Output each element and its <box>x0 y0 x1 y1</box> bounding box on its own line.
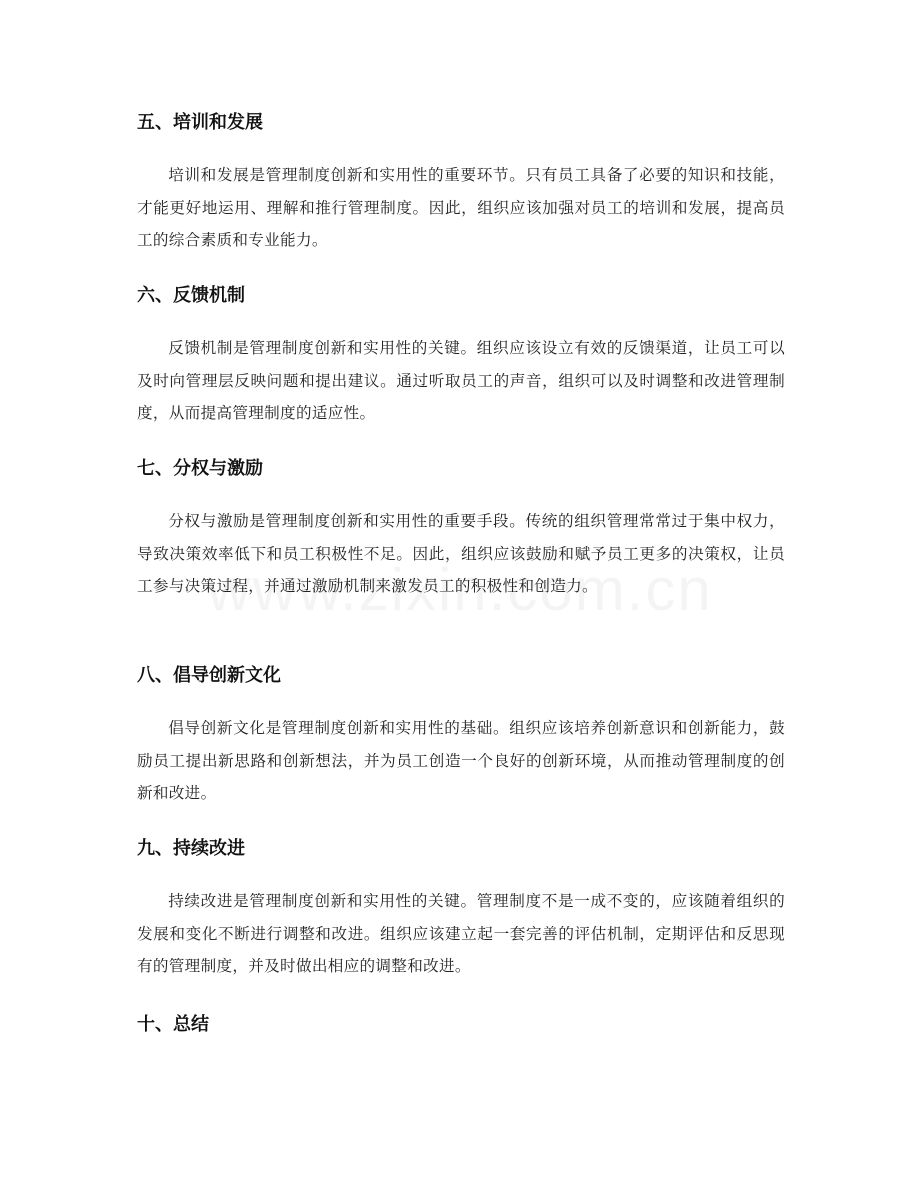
section-heading: 六、反馈机制 <box>137 285 245 306</box>
section-summary <box>137 1013 785 1037</box>
section-heading: 十、总结 <box>137 1014 209 1035</box>
section-training <box>137 111 785 257</box>
section-heading: 九、持续改进 <box>137 838 245 859</box>
section-continuous-improvement <box>137 837 785 983</box>
section-heading: 七、分权与激励 <box>137 458 263 479</box>
section-heading: 五、培训和发展 <box>137 112 263 133</box>
section-feedback <box>137 284 785 430</box>
section-paragraph: 持续改进是管理制度创新和实用性的关键。管理制度不是一成不变的，应该随着组织的发展和变化不断进行调整和改进。组织应该建立起一套完善的评估机制，定期评估和反思现有的管理制度，并及时做出相应的调整和改进。 <box>137 892 785 975</box>
section-paragraph: 倡导创新文化是管理制度创新和实用性的基础。组织应该培养创新意识和创新能力，鼓励员工提出新思路和创新想法，并为员工创造一个良好的创新环境，从而推动管理制度的创新和改进。 <box>137 719 785 802</box>
section-innovation-culture <box>137 664 785 810</box>
section-paragraph: 培训和发展是管理制度创新和实用性的重要环节。只有员工具备了必要的知识和技能，才能更好地运用、理解和推行管理制度。因此，组织应该加强对员工的培训和发展，提高员工的综合素质和专业能力。 <box>137 166 785 249</box>
section-heading: 八、倡导创新文化 <box>137 665 281 686</box>
section-paragraph: 反馈机制是管理制度创新和实用性的关键。组织应该设立有效的反馈渠道，让员工可以及时向管理层反映问题和提出建议。通过听取员工的声音，组织可以及时调整和改进管理制度，从而提高管理制度的适应性。 <box>137 339 785 422</box>
section-decentralization <box>137 457 785 603</box>
section-paragraph: 分权与激励是管理制度创新和实用性的重要手段。传统的组织管理常常过于集中权力，导致决策效率低下和员工积极性不足。因此，组织应该鼓励和赋予员工更多的决策权，让员工参与决策过程，并通过激励机制来激发员工的积极性和创造力。 <box>137 512 785 595</box>
